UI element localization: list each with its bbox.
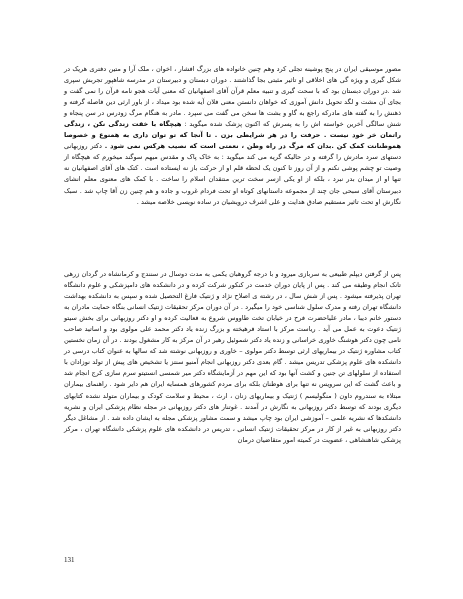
page-number: 131 — [64, 556, 75, 564]
paragraph-2 — [64, 269, 401, 446]
mother-quote-bold: هیچگاه با خفت زندگی نکن ، زندگی راتمان خر خود نیست . حرفت را در هر شرایطی بزن . تا آنجا که تو توان داری به همنوع و خصوصا هموطنانت کمک کن .بدان که مرگ در راه وطن ، نعمتی است که نصیب هرکس نمی شود . — [64, 120, 401, 151]
paragraph-1-continuation: دکتر روزبهانی دستهای سرد مادرش را گرفته و در حالیکه گریه می کند میگوید : به خاک پاک و مقدس میهم سوگند میخورم که هیچگاه از وصیت تو چشم پوشی نکنم و از آن روز تا کنون یک لحظه قلم او از حرکت باز نه ایستاده است . کتک های آقای اصفهانیان نه تنها او از میدان بدر نبرد ، بلکه از او یکی ازسر سخت ترین منتقدان اسلام را ساخت . با کمک های معنوی معلم انشای دبیرستان آقای سبحی جان چند از مجموعه داستانهای کوتاه او تحت فردام غروب و جاده و هم چنین زن آقا چاپ شد . سبک نگارش او تحت تاثیر مستقیم صادق هدایت و علی اشرف درویشیان در ساده نویسی خلاصه میشد . — [64, 142, 401, 206]
paragraph-1 — [64, 64, 401, 208]
paragraph-1-text: مصور موسیقی ایران در پنج پوشینه تجلی کرد وهم چنین خانواده های بزرگ افشار ، اخوان ، ملک آرا و متین دفتری هریک در شکل گیری و ویژه گی های اخلاقی او تاثیر مثبتی بجا گذاشتند . دوران دبستان و دبیرستان در مدرسه شاهپور تجربش سپری شد .در دوران دبستان بود که با سحت گیری و تنبیه معلم قرآن آقای اصفهانیان که معنی آیات هجو نامه قرآن را نمی گفت و بجای آن مشت و لگد تحویل دانش آموزی که خواهان دانستن معنی فلان آیه شده بود میداد ، از باور ارثی دین فاصله گرفته و ذهنش را به گفته های مادرکه راجع به گاو و بشت ها سخن می گفت می سپرد . مادر به هنگام مرگ زودرس در سن پنجاه و شش سالگی آخرین خواسته اش را به پسرش که اکنون پزشک شده میگوید : — [64, 65, 401, 129]
paragraph-2-text: پس از گرفتن دیپلم طبیعی به سربازی میرود و با درجه گروهبان یکمی به مدت دوسال در سنندج و کرمانشاه در گردان زرهی تانک انجام وظیفه می کند . پس از پایان دوران خدمت در کنکور شرکت کرده و در دانشکده های دامپزشکی و علوم دانشگاه تهران پذیرفته میشود . پس از شش سال ، در رشته ی اصلاح نژاد و ژنتیک فارغ التحصیل شده و سپس به دانشکده بهداشت دانشگاه تهران رفته و مدرک سلول شناسی خود را میگیرد . در آن دوران مرکز تحقیقات ژنتیک انسانی بنگاه حمایت مادران به دستور خانم دیبا ، مادر علیاحضرت فرح در خیابان تخت طاووس شروع به فعالیت کرده و او دکتر روزبهانی برای بخش سیتو ژنتیک دعوت به عمل می آید . ریاست مرکز با استاد فرهیخته و بزرگ زنده یاد دکتر محمد علی مولوی بود و اساتید صاحب نامی چون دکتر هوشنگ خاوری خراسانی و زنده یاد دکتر شموئیل رهبر در آن مرکز به کار مشغول بودند . در آن زمان نخستین کتاب مشاوره ژنتیک در بیماریهای ارثی توسط دکتر مولوی – خاوری و روزبهانی نوشته شد که سالها به عنوان کتاب درسی در دانشکده های علوم پزشکی تدریس میشد . گام بعدی دکتر روزبهانی انجام آمنیو سنتز یا تشخیص های پیش از تولد نوزادان با استفاده از سلولهای تن جنین و کشت آنها بود که این مهم در آزمایشگاه دکتر میر شمسی انستیتو سرم سازی کرج انجام شد و باعث گشت که این سرویس نه تنها برای هوطنان بلکه برای مردم کشورهای همسایه ایران هم دایر شود . راهنمای بیماران مبتلاء به سندروم داون ( منگولیسم ) ژنتیک و بیماریهای زنان ، ارث ، محیط و سلامت کودک و بیماران متولد نشده کتابهای دیگری بودند که توسط دکتر روزبهانی به نگارش در آمدند . غوتنار های دکتر روزبهانی در مجله نظام پزشکی ایران و نشریه دانشکدها که نشریه علمی – آموزشی ایران بود چاپ میشد و سمت مشاور پزشکی مجله به ایشان داده شد . از مشاغل دیگر دکتر روزبهانی به غیر از کار در مرکز تحقیقات ژنتیک انسانی ، تدریس در دانشکده های علوم پزشکی دانشگاه تهران ، مرکز پزشکی شاهنشاهی ، عضویت در کمیته امور متقاضیان درمان — [64, 270, 401, 444]
